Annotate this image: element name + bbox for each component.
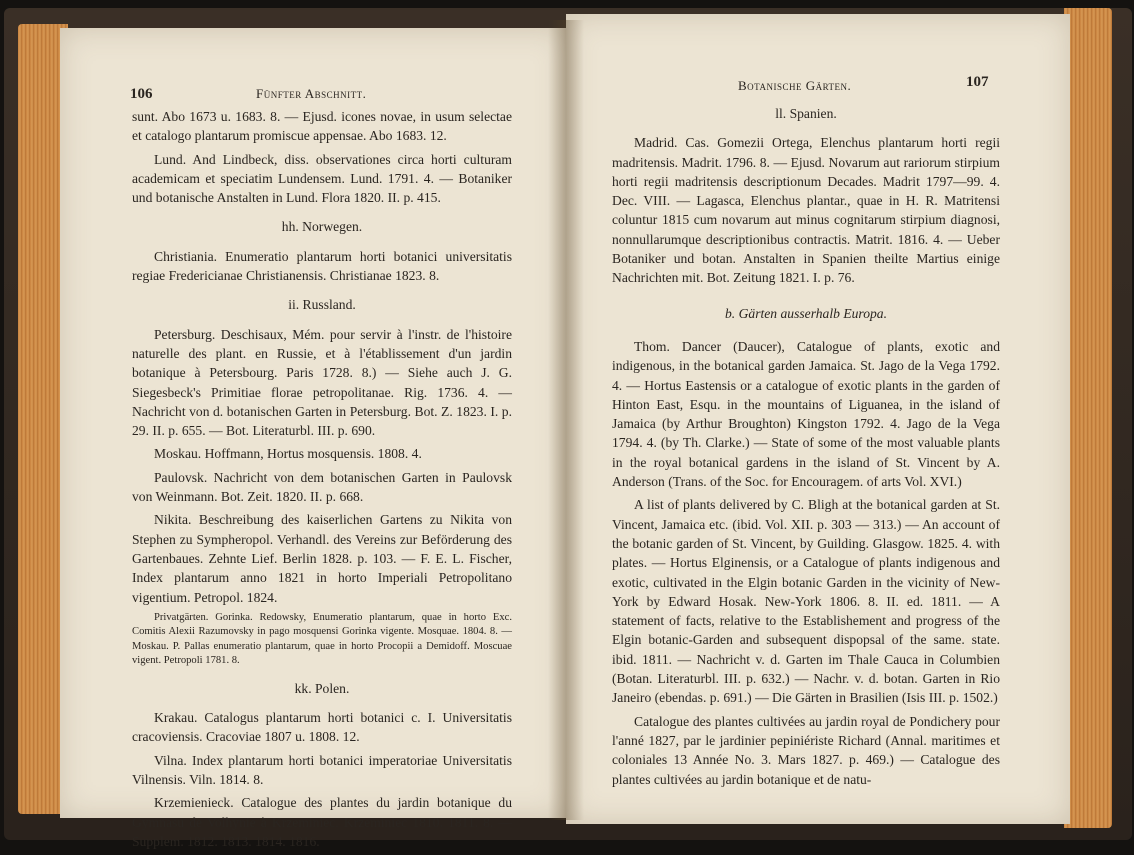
paragraph: Krzemieniеck. Catalogue des plantes du jardin botanique du Gymnasu de Volhynie à Krzeminiec. Krzeminiec 1810. 1811. 8. — Supplem. 1812. 1813. 1814. 1816. <box>132 795 512 849</box>
section-heading: b. Gärten ausserhalb Europa. <box>725 305 887 321</box>
small-print-paragraph: Privatgärten. Gorinka. Redowsky, Enumeratio plantarum, quae in horto Exc. Comitis Alexii Razumovsky in pago mosquensi Gorinka vigente. Mosquae. 1804. 8. — Moskau. P. Pallas enumeratio plantarum, quae in horto Procopii a Demidoff. Moscuae vigent. Petropoli 1781. 8. <box>132 611 512 667</box>
paragraph: Nikita. Beschreibung des kaiserlichen Gartens zu Nikita von Stephen zu Sympheropol. Verhandl. des Vereins zur Beförderung des Gartenbaues. Zehnte Lief. Berlin 1828. p. 103. — F. E. L. Fischer, Index plantarum anno 1821 in horto Imperiali Petropolitano vigentium. Petropol. 1824. <box>132 512 512 605</box>
paragraph: Vilna. Index plantarum horti botanici imperatoriae Universitatis Vilnensis. Viln. 1814. 8. <box>132 752 512 788</box>
paragraph: Moskau. Hoffmann, Hortus mosquensis. 1808. 4. <box>154 446 422 462</box>
left-page-body <box>132 107 512 855</box>
right-page-edges <box>1064 8 1112 828</box>
paragraph: Krakau. Catalogus plantarum horti botanici c. I. Universitatis cracoviensis. Cracoviae 1807 u. 1808. 12. <box>132 710 512 745</box>
paragraph: sunt. Abo 1673 u. 1683. 8. — Ejusd. icones novae, in usum selectae et catalogo plantarum promiscue appensae. Abo 1683. 12. <box>132 109 512 144</box>
paragraph: Paulovsk. Nachricht von dem botanischen Garten in Paulovsk von Weinmann. Bot. Zeit. 1820. II. p. 668. <box>132 469 512 505</box>
book-gutter <box>548 20 584 820</box>
right-page-body <box>612 100 1000 793</box>
section-heading: hh. Norwegen. <box>281 219 363 235</box>
section-heading: kk. Polen. <box>294 680 350 696</box>
paragraph: Lund. And Lindbeck, diss. observationes circa horti culturam academicam et speciatim Lundensem. Lund. 1791. 4. — Botaniker und botanische Anstalten in Lund. Flora 1820. II. p. 415. <box>132 151 512 206</box>
section-heading: ii. Russland. <box>288 297 356 313</box>
left-page-header: Fünfter Abschnitt. <box>256 86 367 101</box>
left-page-number: 106 <box>130 86 153 102</box>
paragraph: Petersburg. Deschisaux, Mém. pour servir à l'instr. de l'histoire naturelle des plant. en Russie, et à l'établissement d'un jardin botanique à Petersbourg. Paris 1728. 8.) — Siehe auch J. G. Siegesbeck's Primitiae florae petropolitanae. Rig. 1736. 4. — Nachricht von d. botanischen Garten in Petersburg. Bot. Z. 1823. I. p. 29. II. p. 655. — Bot. Literaturbl. III. p. 690. <box>132 326 512 439</box>
paragraph: Catalogue des plantes cultivées au jardin royal de Pondichery pour l'anné 1827, par le jardinier pepiniériste Richard (Annal. maritimes et coloniales 13 Année No. 3. Mars 1827. p. 469.) — Catalogue des plantes cultivées au jardin botanique et de natu- <box>612 713 1000 787</box>
right-page-header: Botanische Gärten. <box>738 78 852 93</box>
paragraph: Christiania. Enumeratio plantarum horti botanici universitatis regiae Fredericianae Christianensis. Christianae 1823. 8. <box>132 248 512 284</box>
paragraph: Thom. Dancer (Daucer), Catalogue of plants, exotic and indigenous, in the botanical garden Jamaica. St. Jago de la Vega 1792. 4. — Hortus Eastensis or a catalogue of exotic plants in the garden of Hinton East, Esqu. in the mountains of Liguanea, in the island of Jamaica (by Arthur Broughton) Kingston 1792. 4. Jago de la Vega 1794. 4. (by Th. Clarke.) — State of some of the most valuable plants in the royal botanical gardens in the island of St. Vincent by A. Anderson (Trans. of the Soc. for Encouragem. of arts Vol. XVI.) <box>612 338 1000 490</box>
paragraph: Madrid. Cas. Gomezii Ortega, Elenchus plantarum horti regii madritensis. Madrit. 1796. 8. — Ejusd. Novarum aut rariorum stirpium horti regii madritensis descriptionum Decades. Madrit 1797—99. 4. Dec. VIII. — Lagasca, Elenchus plantar., quae in H. R. Matritensi coluntur 1815 cum novarum aut minus cognitarum stirpium diagnosi, nonnullarumque descriptionibus contractis. Matrit. 1816. 4. — Ueber Botaniker und botan. Anstalten in Spanien theilte Martius einige Nachrichten mit. Bot. Zeitung 1821. I. p. 76. <box>612 135 1000 286</box>
right-page-number: 107 <box>966 74 989 90</box>
section-heading: ll. Spanien. <box>775 106 837 121</box>
paragraph: A list of plants delivered by C. Bligh at the botanical garden at St. Vincent, Jamaica etc. (ibid. Vol. XII. p. 303 — 313.) — An account of the botanic garden of St. Vincent, by Guilding. Glasgow. 1825. 4. with plates. — Hortus Elginensis, or a Catalogue of plants indigenous and exotic, cultivated in the Elgin botanic Garden in the vicinity of New-York by Edward Hosak. New-York 1806. 8. II. ed. 1811. — A statement of facts, relative to the Establishement and progress of the Elgin botanic-Garden and subsequent dispopsal of the same. state. ibid. 1811. — Nachricht v. d. Garten im Thale Cauca in Columbien (Botan. Literaturbl. III. p. 632.) — Nachr. v. d. botan. Garten in Rio Janeiro (ebendas. p. 691.) — Die Gärten in Brasilien (Isis III. p. 1502.) <box>612 497 1000 706</box>
